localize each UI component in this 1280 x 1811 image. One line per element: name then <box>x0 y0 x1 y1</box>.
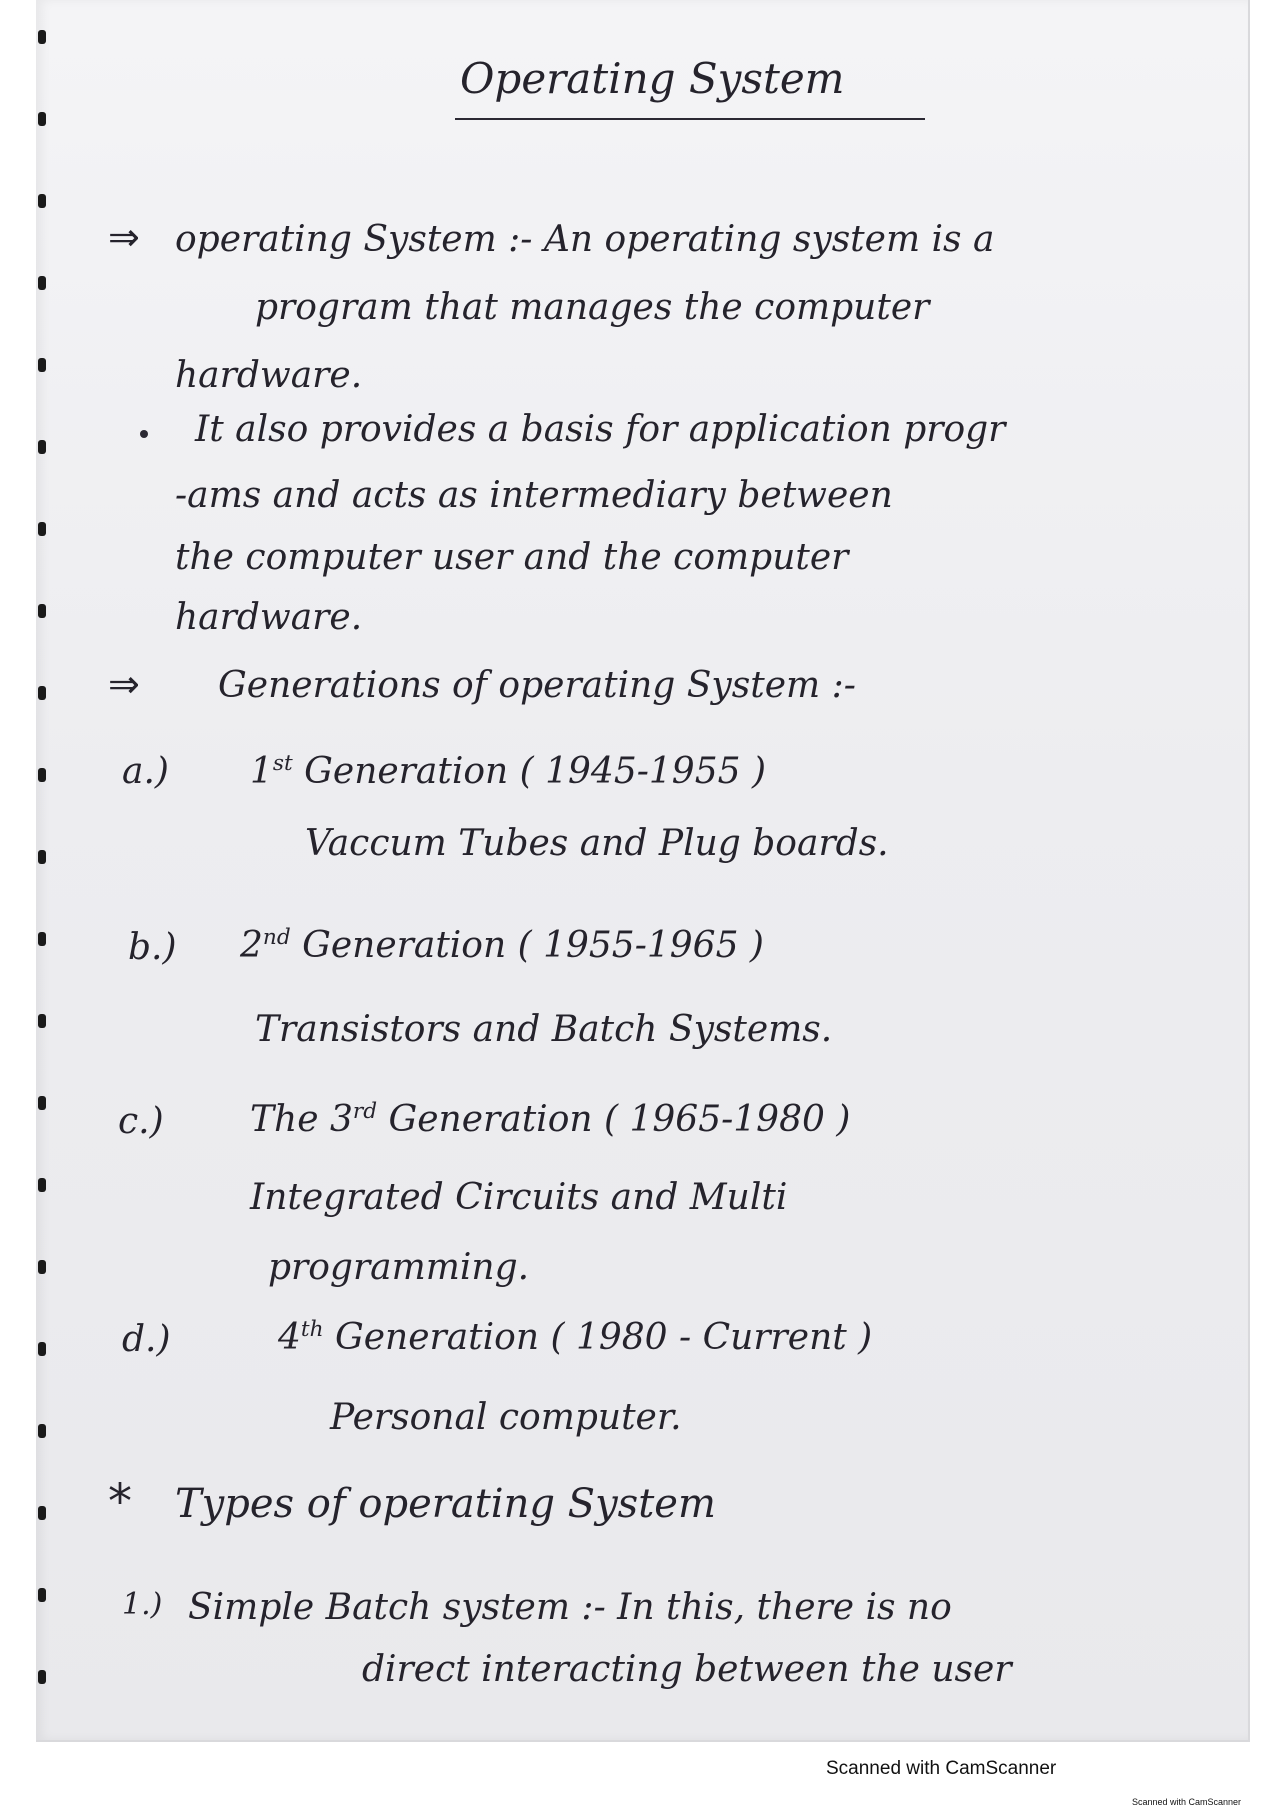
generation-title: 2nd Generation ( 1955-1965 ) <box>240 925 764 966</box>
asterisk-icon: * <box>108 1474 132 1530</box>
definition-line-2: program that manages the computer <box>255 287 930 328</box>
arrow-icon: ⇒ <box>108 215 140 259</box>
generation-description: Personal computer. <box>330 1397 682 1438</box>
generation-title: 4th Generation ( 1980 - Current ) <box>278 1317 873 1358</box>
generations-heading: Generations of operating System :- <box>218 665 856 706</box>
bullet-line-2: -ams and acts as intermediary between <box>175 475 893 516</box>
generation-label: d.) <box>122 1319 171 1360</box>
generation-description: Transistors and Batch Systems. <box>255 1009 833 1050</box>
generation-description: Vaccum Tubes and Plug boards. <box>305 823 889 864</box>
type-item-label: 1.) <box>122 1587 163 1622</box>
bullet-line-3: the computer user and the computer <box>175 537 849 578</box>
binding-holes <box>36 0 50 1740</box>
generation-title: 1st Generation ( 1945-1955 ) <box>250 751 767 792</box>
type-item-line-2: direct interacting between the user <box>362 1649 1012 1690</box>
bullet-line-4: hardware. <box>175 597 363 638</box>
bullet-line-1: It also provides a basis for application progr <box>195 409 1006 450</box>
type-item-line-1: Simple Batch system :- In this, there is no <box>188 1587 952 1628</box>
generation-description: Integrated Circuits and Multi <box>250 1177 788 1218</box>
page-title: Operating System <box>460 54 845 103</box>
generation-description: programming. <box>268 1247 530 1288</box>
bullet-icon <box>140 430 148 438</box>
generation-label: c.) <box>118 1101 164 1142</box>
title-underline <box>455 118 925 120</box>
generation-title: The 3rd Generation ( 1965-1980 ) <box>250 1099 851 1140</box>
generation-label: a.) <box>122 751 169 792</box>
camscanner-watermark-small: Scanned with CamScanner <box>1132 1797 1242 1807</box>
generation-label: b.) <box>128 927 177 968</box>
definition-line-1: operating System :- An operating system is a <box>175 219 995 260</box>
arrow-icon: ⇒ <box>108 662 140 706</box>
types-heading: Types of operating System <box>175 1481 716 1527</box>
definition-line-3: hardware. <box>175 355 363 396</box>
camscanner-watermark: Scanned with CamScanner <box>826 1758 1057 1779</box>
